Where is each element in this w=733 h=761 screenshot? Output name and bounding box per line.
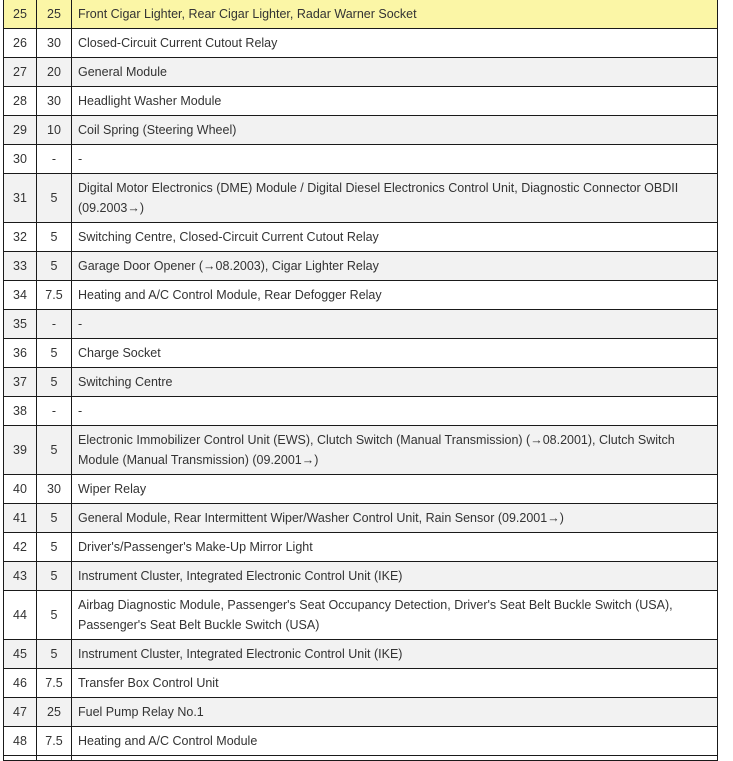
table-row	[4, 0, 718, 29]
fuse-amperage-cell: 5	[37, 533, 72, 562]
table-row	[4, 174, 718, 223]
table-row	[4, 669, 718, 698]
table-row	[4, 223, 718, 252]
fuse-description-cell: Instrument Cluster, Integrated Electronic Control Unit (IKE)	[72, 640, 718, 669]
fuse-number-cell: 37	[4, 368, 37, 397]
fuse-number-cell: 29	[4, 116, 37, 145]
fuse-amperage-cell: 5	[37, 252, 72, 281]
fuse-description-cell: Closed-Circuit Current Cutout Relay	[72, 29, 718, 58]
table-row	[4, 640, 718, 669]
fuse-number-cell: 39	[4, 426, 37, 475]
fuse-amperage-cell: 20	[37, 58, 72, 87]
fuse-amperage-cell: 5	[37, 562, 72, 591]
table-row	[4, 504, 718, 533]
fuse-description-cell: Wiper Relay	[72, 475, 718, 504]
fuse-amperage-cell: 5	[37, 504, 72, 533]
fuse-table-body	[4, 0, 718, 761]
table-row	[4, 281, 718, 310]
table-row	[4, 252, 718, 281]
table-row	[4, 727, 718, 756]
fuse-amperage-cell: 7.5	[37, 669, 72, 698]
partial-cell	[37, 756, 72, 761]
fuse-amperage-cell: 5	[37, 223, 72, 252]
table-row	[4, 310, 718, 339]
fuse-number-cell: 26	[4, 29, 37, 58]
fuse-description-cell: Charge Socket	[72, 339, 718, 368]
table-row	[4, 533, 718, 562]
fuse-description-cell: Switching Centre	[72, 368, 718, 397]
fuse-number-cell: 28	[4, 87, 37, 116]
table-row	[4, 397, 718, 426]
fuse-number-cell: 33	[4, 252, 37, 281]
fuse-amperage-cell: 30	[37, 475, 72, 504]
fuse-description-cell: Coil Spring (Steering Wheel)	[72, 116, 718, 145]
fuse-number-cell: 32	[4, 223, 37, 252]
fuse-description-cell: Heating and A/C Control Module	[72, 727, 718, 756]
fuse-description-cell: Fuel Pump Relay No.1	[72, 698, 718, 727]
fuse-description-cell: -	[72, 397, 718, 426]
fuse-description-cell: Switching Centre, Closed-Circuit Current Cutout Relay	[72, 223, 718, 252]
fuse-amperage-cell: 25	[37, 0, 72, 29]
fuse-amperage-cell: 5	[37, 339, 72, 368]
fuse-number-cell: 38	[4, 397, 37, 426]
fuse-amperage-cell: 5	[37, 174, 72, 223]
fuse-description-cell: -	[72, 145, 718, 174]
table-row	[4, 145, 718, 174]
fuse-number-cell: 30	[4, 145, 37, 174]
table-row	[4, 368, 718, 397]
table-row	[4, 87, 718, 116]
table-row	[4, 339, 718, 368]
fuse-amperage-cell: -	[37, 145, 72, 174]
fuse-number-cell: 27	[4, 58, 37, 87]
fuse-number-cell: 48	[4, 727, 37, 756]
fuse-amperage-cell: 5	[37, 368, 72, 397]
fuse-amperage-cell: 10	[37, 116, 72, 145]
fuse-amperage-cell: 30	[37, 87, 72, 116]
partial-cell	[4, 756, 37, 761]
fuse-description-cell: Headlight Washer Module	[72, 87, 718, 116]
fuse-number-cell: 45	[4, 640, 37, 669]
table-row	[4, 29, 718, 58]
fuse-description-cell: Garage Door Opener (→08.2003), Cigar Lighter Relay	[72, 252, 718, 281]
table-row	[4, 58, 718, 87]
table-row	[4, 475, 718, 504]
fuse-amperage-cell: 7.5	[37, 727, 72, 756]
table-row	[4, 116, 718, 145]
fuse-amperage-cell: -	[37, 310, 72, 339]
fuse-table	[3, 0, 718, 761]
fuse-description-cell: Front Cigar Lighter, Rear Cigar Lighter, Radar Warner Socket	[72, 0, 718, 29]
fuse-amperage-cell: 25	[37, 698, 72, 727]
fuse-amperage-cell: 5	[37, 426, 72, 475]
fuse-number-cell: 36	[4, 339, 37, 368]
fuse-description-cell: Electronic Immobilizer Control Unit (EWS), Clutch Switch (Manual Transmission) (→08.2001), Clutch Switch Module (Manual Transmission) (09.2001→)	[72, 426, 718, 475]
fuse-number-cell: 35	[4, 310, 37, 339]
fuse-number-cell: 31	[4, 174, 37, 223]
fuse-amperage-cell: 30	[37, 29, 72, 58]
fuse-description-cell: Transfer Box Control Unit	[72, 669, 718, 698]
table-row	[4, 562, 718, 591]
fuse-amperage-cell: 5	[37, 591, 72, 640]
fuse-number-cell: 47	[4, 698, 37, 727]
partial-cell	[72, 756, 718, 761]
fuse-number-cell: 43	[4, 562, 37, 591]
fuse-amperage-cell: 5	[37, 640, 72, 669]
fuse-description-cell: -	[72, 310, 718, 339]
fuse-description-cell: Airbag Diagnostic Module, Passenger's Seat Occupancy Detection, Driver's Seat Belt Buckle Switch (USA), Passenger's Seat Belt Buckle Switch (USA)	[72, 591, 718, 640]
fuse-number-cell: 40	[4, 475, 37, 504]
fuse-amperage-cell: 7.5	[37, 281, 72, 310]
fuse-number-cell: 25	[4, 0, 37, 29]
fuse-description-cell: General Module	[72, 58, 718, 87]
fuse-number-cell: 34	[4, 281, 37, 310]
fuse-number-cell: 46	[4, 669, 37, 698]
fuse-number-cell: 41	[4, 504, 37, 533]
table-row-partial	[4, 756, 718, 761]
table-row	[4, 591, 718, 640]
fuse-number-cell: 42	[4, 533, 37, 562]
table-row	[4, 426, 718, 475]
table-row	[4, 698, 718, 727]
fuse-description-cell: Digital Motor Electronics (DME) Module / Digital Diesel Electronics Control Unit, Diagnostic Connector OBDII (09.2003→)	[72, 174, 718, 223]
fuse-description-cell: Heating and A/C Control Module, Rear Defogger Relay	[72, 281, 718, 310]
fuse-description-cell: General Module, Rear Intermittent Wiper/Washer Control Unit, Rain Sensor (09.2001→)	[72, 504, 718, 533]
fuse-number-cell: 44	[4, 591, 37, 640]
fuse-amperage-cell: -	[37, 397, 72, 426]
fuse-description-cell: Driver's/Passenger's Make-Up Mirror Light	[72, 533, 718, 562]
fuse-description-cell: Instrument Cluster, Integrated Electronic Control Unit (IKE)	[72, 562, 718, 591]
